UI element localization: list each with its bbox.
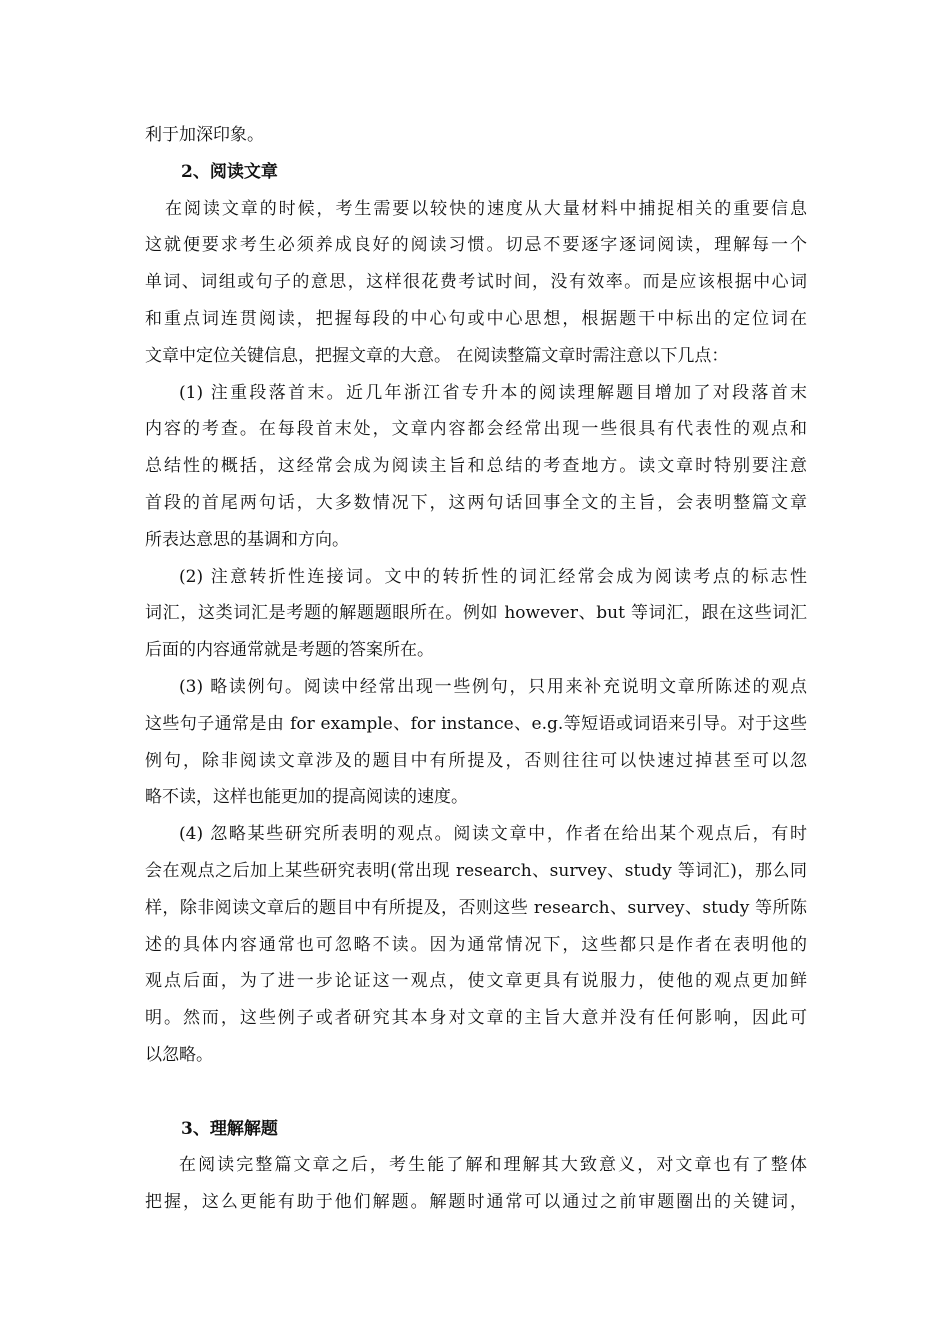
section-spacer xyxy=(145,1074,807,1111)
document-page xyxy=(145,117,807,1221)
point-4-paragraph xyxy=(145,816,807,1074)
paragraph-line: 词汇，这类词汇是考题的解题题眼所在。例如 however、but 等词汇，跟在这些词汇 xyxy=(145,603,807,624)
paragraph-line: 总结性的概括，这经常会成为阅读主旨和总结的考查地方。读文章时特别要注意 xyxy=(145,456,807,477)
paragraph-line: 文章中定位关键信息，把握文章的大意。 在阅读整篇文章时需注意以下几点： xyxy=(145,345,729,366)
paragraph-line: 述的具体内容通常也可忽略不读。因为通常情况下，这些都只是作者在表明他的 xyxy=(145,934,807,955)
section-3-heading: 3、理解解题 xyxy=(181,1118,278,1139)
paragraph-line: 略不读，这样也能更加的提高阅读的速度。 xyxy=(145,787,468,808)
paragraph-line: 这就便要求考生必须养成良好的阅读习惯。切忌不要逐字逐词阅读，理解每一个 xyxy=(145,235,807,256)
section-2-heading: 2、阅读文章 xyxy=(181,161,278,182)
paragraph-line: (3) 略读例句。阅读中经常出现一些例句，只用来补充说明文章所陈述的观点 xyxy=(179,676,807,697)
paragraph-line: 明。然而，这些例子或者研究其本身对文章的主旨大意并没有任何影响，因此可 xyxy=(145,1008,807,1029)
paragraph-line: (1) 注重段落首末。近几年浙江省专升本的阅读理解题目增加了对段落首末 xyxy=(179,382,807,403)
paragraph-line: 和重点词连贯阅读，把握每段的中心句或中心思想，根据题干中标出的定位词在 xyxy=(145,308,807,329)
paragraph-line: 把握，这么更能有助于他们解题。解题时通常可以通过之前审题圈出的关键词， xyxy=(145,1192,807,1213)
paragraph-line: 所表达意思的基调和方向。 xyxy=(145,529,349,550)
paragraph-line: 首段的首尾两句话，大多数情况下，这两句话回事全文的主旨，会表明整篇文章 xyxy=(145,492,807,513)
paragraph-line: 以忽略。 xyxy=(145,1044,213,1065)
paragraph-line: 观点后面，为了进一步论证这一观点，使文章更具有说服力，使他的观点更加鲜 xyxy=(145,971,807,992)
section-2-paragraph-1 xyxy=(145,191,807,375)
point-2-paragraph xyxy=(145,559,807,669)
paragraph-line: 在阅读完整篇文章之后，考生能了解和理解其大致意义，对文章也有了整体 xyxy=(179,1155,807,1176)
paragraph-line: (4) 忽略某些研究所表明的观点。阅读文章中，作者在给出某个观点后，有时 xyxy=(179,824,807,845)
paragraph-line: 例句，除非阅读文章涉及的题目中有所提及，否则往往可以快速过掉甚至可以忽 xyxy=(145,750,807,771)
paragraph-line: 会在观点之后加上某些研究表明(常出现 research、survey、study 等词汇)，那么同 xyxy=(145,860,807,881)
point-3-paragraph xyxy=(145,669,807,816)
paragraph-line: 样，除非阅读文章后的题目中有所提及，否则这些 research、survey、study 等所陈 xyxy=(145,897,807,918)
paragraph-line: 在阅读文章的时候，考生需要以较快的速度从大量材料中捕捉相关的重要信息 xyxy=(165,198,807,219)
paragraph-line: 后面的内容通常就是考题的答案所在。 xyxy=(145,640,434,661)
section-3-paragraph-1 xyxy=(145,1147,807,1221)
paragraph-line: 内容的考查。在每段首末处，文章内容都会经常出现一些很具有代表性的观点和 xyxy=(145,419,807,440)
paragraph-line: 单词、词组或句子的意思，这样很花费考试时间，没有效率。而是应该根据中心词 xyxy=(145,272,807,293)
point-1-paragraph xyxy=(145,375,807,559)
intro-tail-line: 利于加深印象。 xyxy=(145,125,264,145)
paragraph-line: 这些句子通常是由 for example、for instance、e.g.等短语或词语来引导。对于这些 xyxy=(145,713,807,734)
paragraph-line: (2) 注意转折性连接词。文中的转折性的词汇经常会成为阅读考点的标志性 xyxy=(179,566,807,587)
